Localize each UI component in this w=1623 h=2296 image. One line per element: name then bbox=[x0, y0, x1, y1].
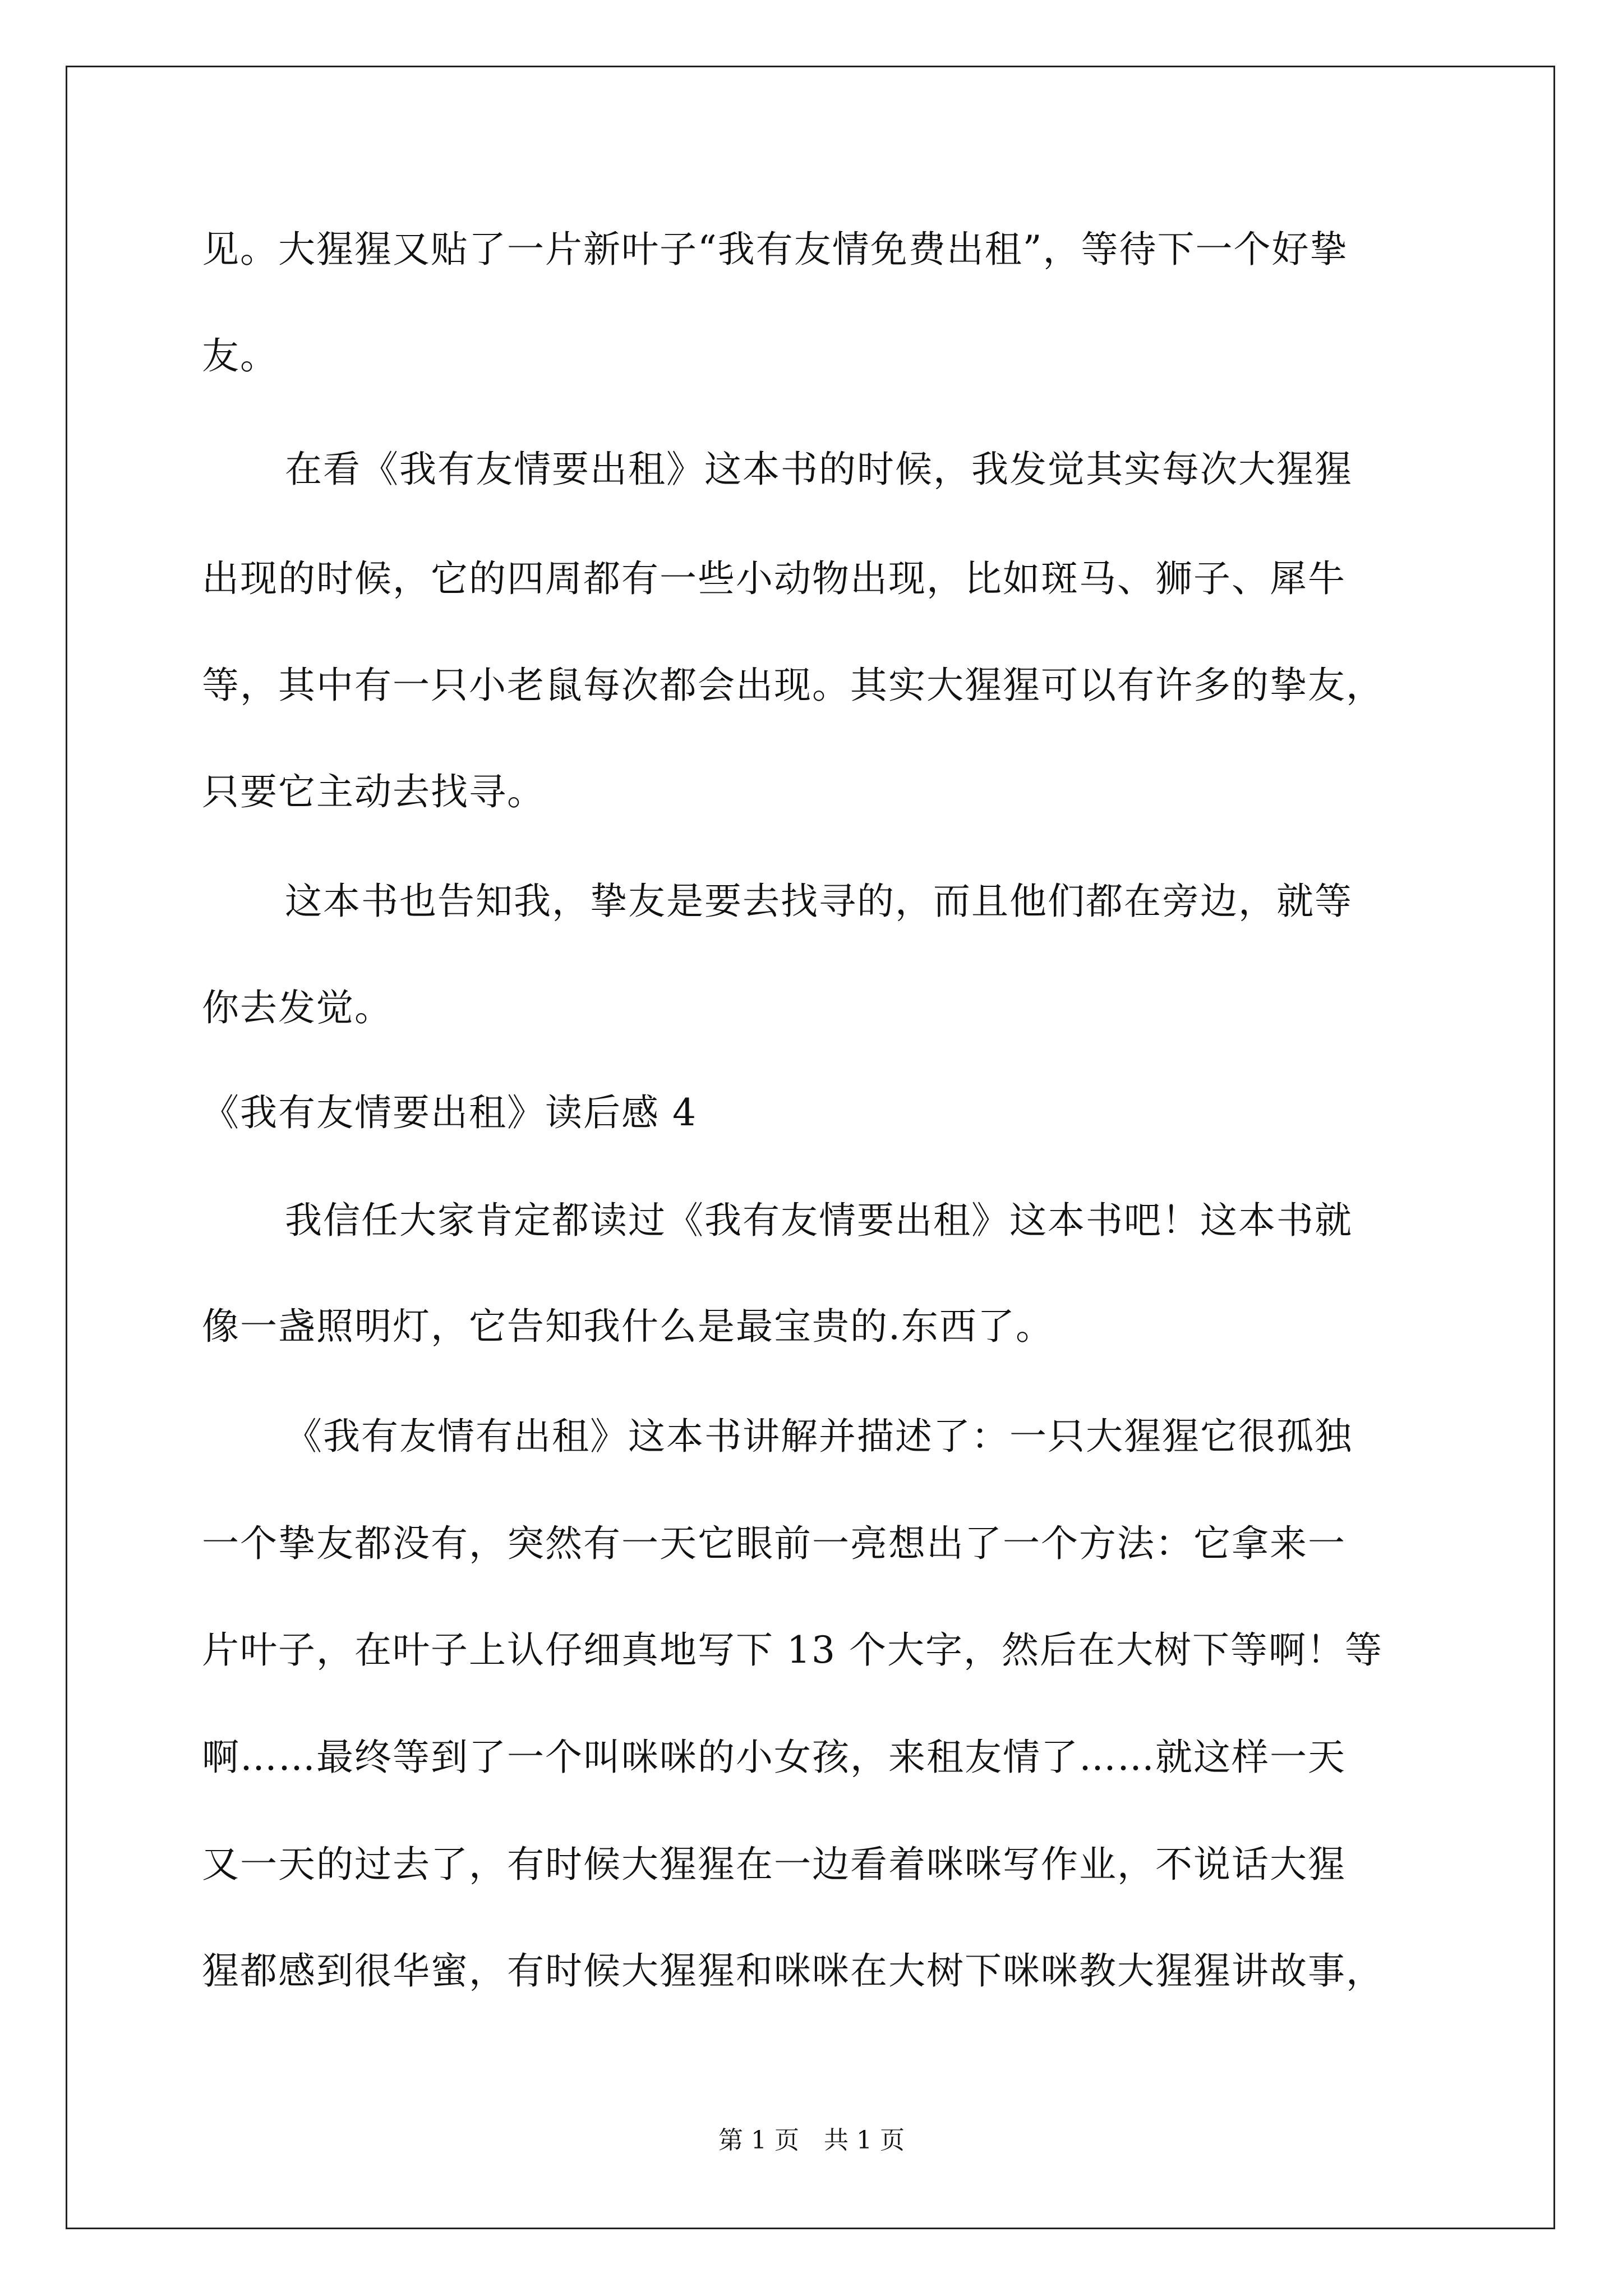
body-line: 一个挚友都没有，突然有一天它眼前一亮想出了一个方法：它拿来一 bbox=[202, 1522, 1346, 1565]
body-line: 像一盏照明灯，它告知我什么是最宝贵的.东西了。 bbox=[202, 1305, 1054, 1348]
body-line: 只要它主动去找寻。 bbox=[202, 770, 545, 813]
paragraph-first-line: 《我有友情有出租》这本书讲解并描述了：一只大猩猩它很孤独 bbox=[285, 1415, 1353, 1458]
body-line: 等，其中有一只小老鼠每次都会出现。其实大猩猩可以有许多的挚友， bbox=[202, 664, 1384, 707]
body-line: 出现的时候，它的四周都有一些小动物出现，比如斑马、狮子、犀牛 bbox=[202, 557, 1346, 600]
body-line: 又一天的过去了，有时候大猩猩在一边看着咪咪写作业，不说话大猩 bbox=[202, 1843, 1346, 1886]
body-line: 猩都感到很华蜜，有时候大猩猩和咪咪在大树下咪咪教大猩猩讲故事， bbox=[202, 1949, 1384, 1993]
body-line: 你去发觉。 bbox=[202, 986, 393, 1029]
page-border bbox=[66, 66, 1555, 2229]
page-number-footer: 第 1 页 共 1 页 bbox=[718, 2126, 905, 2155]
section-heading: 《我有友情要出租》读后感 4 bbox=[202, 1091, 697, 1134]
body-line: 片叶子，在叶子上认仔细真地写下 13 个大字，然后在大树下等啊！等 bbox=[202, 1628, 1383, 1672]
body-line: 啊……最终等到了一个叫咪咪的小女孩，来租友情了……就这样一天 bbox=[202, 1736, 1346, 1779]
body-line: 友。 bbox=[202, 334, 278, 378]
paragraph-first-line: 这本书也告知我，挚友是要去找寻的，而且他们都在旁边，就等 bbox=[285, 880, 1353, 923]
paragraph-first-line: 我信任大家肯定都读过《我有友情要出租》这本书吧！这本书就 bbox=[285, 1199, 1353, 1242]
paragraph-first-line: 在看《我有友情要出租》这本书的时候，我发觉其实每次大猩猩 bbox=[285, 448, 1353, 491]
body-line: 见。大猩猩又贴了一片新叶子“我有友情免费出租”，等待下一个好挚 bbox=[202, 228, 1348, 271]
